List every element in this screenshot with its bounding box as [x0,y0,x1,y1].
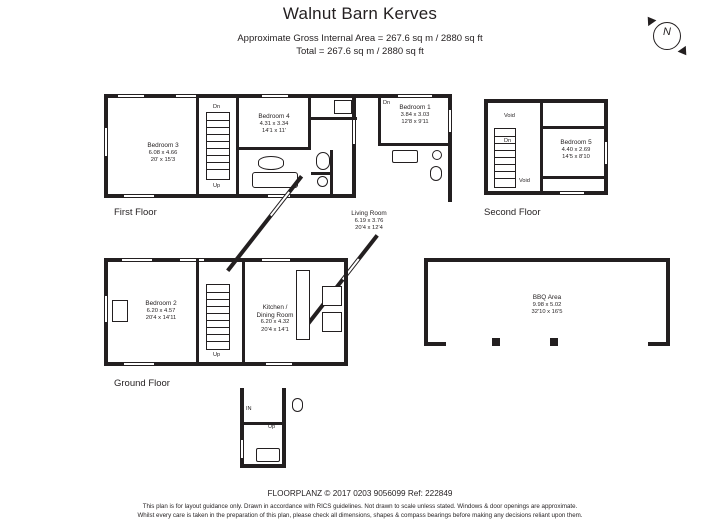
window [124,363,154,365]
wall-bottom [240,464,286,468]
wall-left [484,99,488,195]
pillar [550,338,558,346]
wall-bottom-right [648,342,670,346]
kitchen-appliance [322,286,342,306]
area-line-2: Total = 267.6 sq m / 2880 sq ft [296,46,424,57]
partition [543,176,608,179]
room-bedroom-2: Bedroom 2 6.20 x 4.57 20'4 x 14'11 [145,300,177,322]
staircase [206,112,230,180]
partition [311,117,357,120]
wall-top [424,258,670,262]
disclaimer-line-1: This plan is for layout guidance only. Drawn in accordance with RICS guidelines. Not drawn to scale unless stated. Windows & door openings are approximate. [142,503,578,510]
partition [378,94,381,146]
wall-right [352,94,356,198]
staircase [206,284,230,350]
window [449,110,451,132]
page-title: Walnut Barn Kerves [282,4,438,23]
window [105,128,107,156]
window [398,95,432,97]
pillar [492,338,500,346]
partition [240,422,286,425]
shower-fixture [334,100,352,114]
bath-fixture [258,156,284,170]
compass-north-letter: N [663,26,671,38]
window [262,95,288,97]
room-kitchen-dining: Kitchen / Dining Room 6.20 x 4.32 20'4 x 14'1 [256,304,294,333]
wall-right [666,258,670,346]
floor-label-second: Second Floor [484,207,541,218]
label-dn: Dn [213,104,221,110]
room-bedroom-4: Bedroom 4 4.31 x 3.34 14'1 x 11' [258,113,290,135]
room-bedroom-5: Bedroom 5 4.40 x 2.69 14'5 x 8'10 [560,139,592,161]
partition [380,143,452,146]
partition [239,147,309,150]
room-bedroom-3: Bedroom 3 6.08 x 4.66 20' x 15'3 [147,142,179,164]
kitchen-appliance [322,312,342,332]
label-void-1: Void [504,113,515,119]
wall-bottom-left [424,342,446,346]
basin-fixture [432,150,442,160]
label-up: Up [268,424,276,430]
basin-fixture [317,176,328,187]
partition [196,258,199,366]
partition [236,94,239,198]
window [262,259,290,261]
room-bbq-area: BBQ Area 9.98 x 5.02 32'10 x 16'5 [531,294,563,316]
toilet-fixture [292,398,303,412]
window [124,195,154,197]
window [560,192,584,194]
toilet-fixture [430,166,442,181]
partition [540,99,543,195]
toilet-fixture [316,152,330,170]
window [122,259,152,261]
room-bedroom-1: Bedroom 1 3.84 x 3.03 12'8 x 9'11 [399,104,431,126]
wall-right [282,388,286,468]
window [118,95,144,97]
label-dn: Dn [504,138,512,144]
label-void-2: Void [519,178,530,184]
window [176,95,198,97]
floor-label-first: First Floor [114,207,157,218]
room-living-room: Living Room 6.19 x 3.76 20'4 x 12'4 [351,210,387,232]
disclaimer-line-2: Whilst every care is taken in the preparation of this plan, please check all dimensions, shapes & compass bearings before making any decisions reliant upon them. [137,511,583,519]
north-arrow-icon [645,14,695,64]
window [266,363,292,365]
window [105,296,107,322]
footer-credit: FLOORPLANZ © 2017 0203 9056099 Ref: 222849 [267,489,453,498]
area-line-1: Approximate Gross Internal Area = 267.6 sq m / 2880 sq ft [237,33,483,44]
window [241,440,243,458]
wall-top [484,99,608,103]
label-up: Up [213,183,221,189]
footer-disclaimer [0,503,720,520]
label-up: Up [213,352,221,358]
partition [311,172,333,175]
staircase [494,128,516,188]
partition [308,94,311,150]
label-dn: Dn [383,100,391,106]
bath-fixture [392,150,418,163]
window [353,120,355,144]
floor-label-ground: Ground Floor [114,378,170,389]
compass-arrow-top [644,14,657,26]
wall-left [424,258,428,346]
area-summary [0,32,720,58]
wall-bottom [484,191,608,195]
wall-right [344,258,348,366]
label-in: IN [246,406,252,412]
partition [242,258,245,366]
compass-arrow-bottom [678,46,691,58]
partition [543,126,608,129]
window [180,259,204,261]
wc-fixture [256,448,280,462]
